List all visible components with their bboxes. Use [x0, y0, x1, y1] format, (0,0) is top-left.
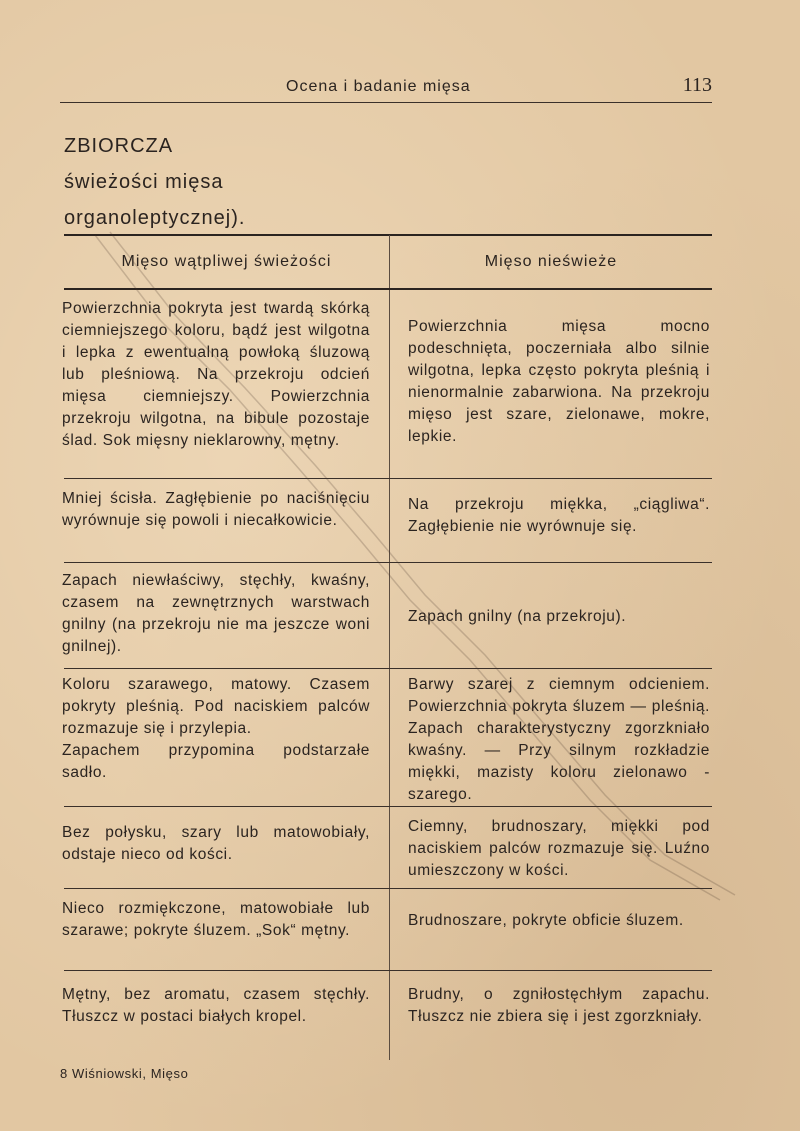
table-cell-row6-left: Nieco rozmiękczone, matowobiałe lub szarawe; pokryte śluzem. „Sok“ mętny. [62, 900, 370, 939]
table-cell-row5-left: Bez połysku, szary lub matowobiały, odstaje nieco od kości. [62, 824, 370, 863]
row-rule [64, 478, 712, 479]
heading-line-1: ZBIORCZA [64, 135, 174, 157]
table-cell-row3-left: Zapach niewłaściwy, stęchły, kwaśny, czasem na zewnętrznych warstwach gnilny (na przekroju nie ma jeszcze woni gnilnej). [62, 572, 370, 655]
table-cell-row6-right: Brudnoszare, pokryte obficie śluzem. [408, 912, 684, 929]
table-cell-row7-left: Mętny, bez aromatu, czasem stęchły. Tłuszcz w postaci białych kropel. [62, 986, 370, 1025]
table-top-rule [64, 234, 712, 236]
table-cell-row3-right: Zapach gnilny (na przekroju). [408, 608, 627, 625]
header-bottom-rule [64, 288, 712, 290]
heading-line-3: organoleptycznej). [64, 207, 246, 229]
table-cell-row4-left: Koloru szarawego, matowy. Czasem pokryty pleśnią. Pod naciskiem palców rozmazuje się i przylepia. Zapachem przypomina podstarzałe sadło. [62, 676, 370, 781]
table-heading [64, 128, 245, 236]
heading-line-2: świeżości mięsa [64, 171, 224, 193]
table-cell-row1-left: Powierzchnia pokryta jest twardą skórką ciemniejszego koloru, bądź jest wilgotna i lepka z ewentualną powłoką śluzową lub pleśniową. Na przekroju odcień mięsa ciemniejszy. Powierzchnia przekroju wilgotna, na bibule pozostaje ślad. Sok mięsny nieklarowny, mętny. [62, 300, 370, 449]
table-cell-row2-left: Mniej ścisła. Zagłębienie po naciśnięciu wyrównuje się powoli i niecałkowicie. [62, 490, 370, 529]
row-rule [64, 888, 712, 889]
row-rule [64, 668, 712, 669]
row-rule [64, 970, 712, 971]
running-title: Ocena i badanie mięsa [286, 78, 471, 95]
table-cell-row5-right: Ciemny, brudnoszary, miękki pod naciskiem palców rozmazuje się. Luźno umieszczony w kości. [408, 818, 710, 879]
row-rule [64, 562, 712, 563]
running-header [60, 74, 712, 103]
table-cell-row7-right: Brudny, o zgniłostęchłym zapachu. Tłuszcz nie zbiera się i jest zgorzkniały. [408, 986, 710, 1025]
column-header-spoiled: Mięso nieświeże [484, 253, 618, 270]
column-divider [389, 235, 390, 1060]
page-number: 113 [682, 74, 712, 96]
row-rule [64, 806, 712, 807]
table-cell-row4-right: Barwy szarej z ciemnym odcieniem. Powierzchnia pokryta śluzem — pleśnią. Zapach charakterystyczny zgorzkniało kwaśny. — Przy silnym rozkładzie miękki, mazisty koloru zielonawo - szarego. [408, 676, 710, 803]
table-cell-row2-right: Na przekroju miękka, „ciągliwa“. Zagłębienie nie wyrównuje się. [408, 496, 710, 535]
footer-signature: 8 Wiśniowski, Mięso [60, 1066, 189, 1081]
table-cell-row1-right: Powierzchnia mięsa mocno podeschnięta, poczerniała albo silnie wilgotna, lepka często pokryta pleśnią i nienormalnie zabarwiona. Na przekroju mięso jest szare, zielonawe, mokre, lepkie. [408, 318, 710, 445]
column-header-questionable: Mięso wątpliwej świeżości [121, 253, 332, 270]
